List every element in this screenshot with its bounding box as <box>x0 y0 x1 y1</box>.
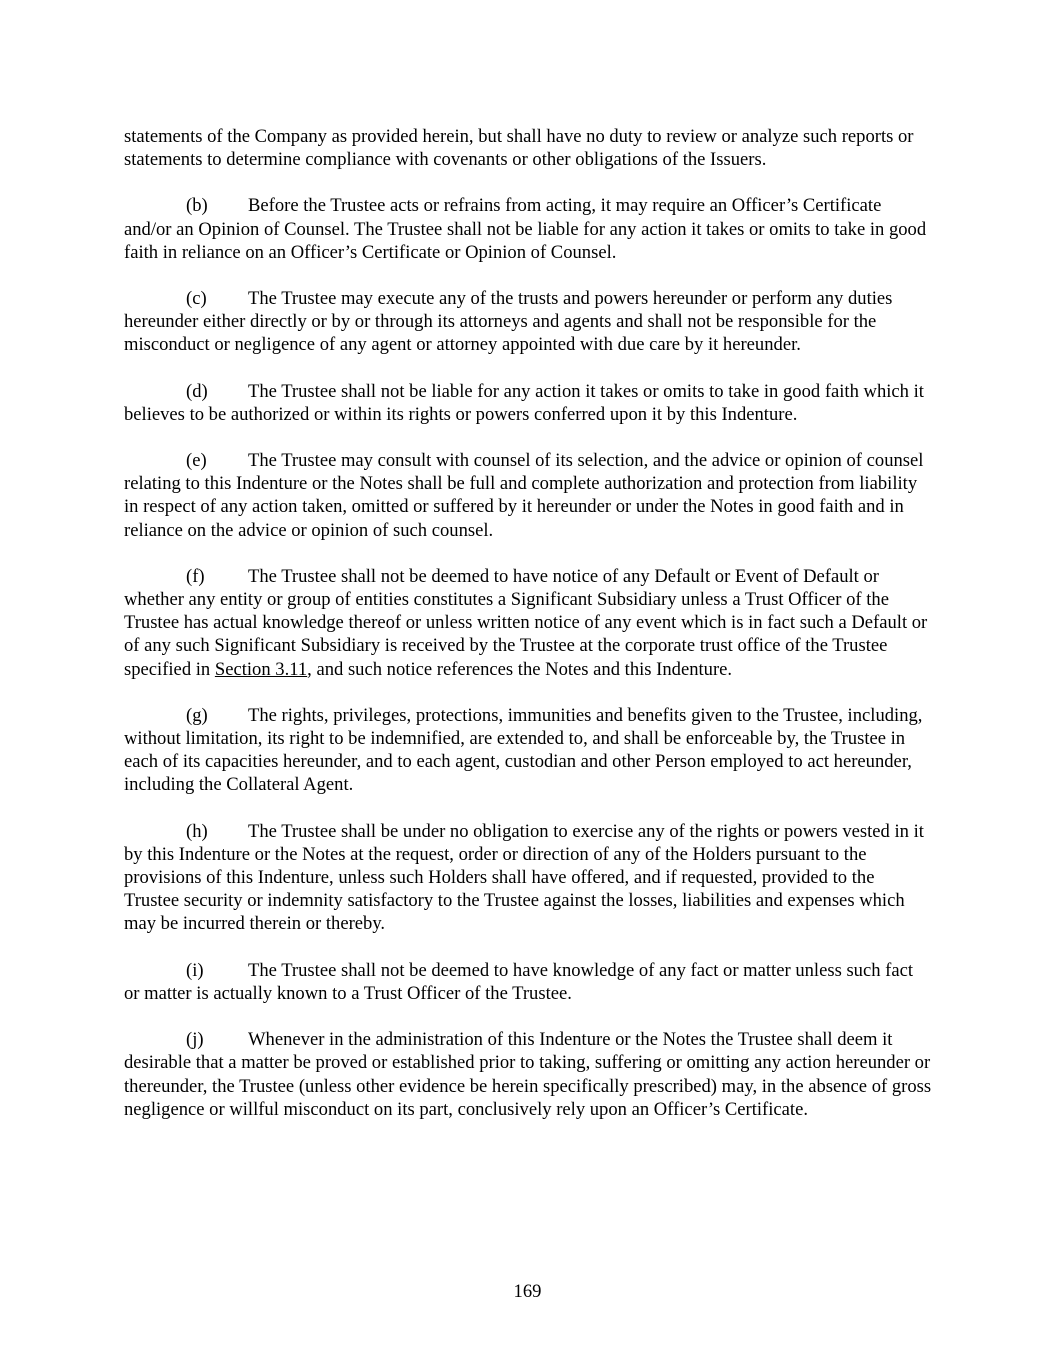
paragraph-text: The Trustee may execute any of the trusts and powers hereunder or perform any duties hereunder either directly or by or through its attorneys and agents and shall not be responsible for the misconduct or negligence of any agent or attorney appointed with due care by it hereunder. <box>124 288 893 356</box>
paragraph-text: The Trustee shall not be deemed to have notice of any Default or Event of Default or whether any entity or group of entities constitutes a Significant Subsidiary unless a Trust Officer of the Trustee has actual knowledge thereof or unless written notice of any event which is in fact such a Default or of any such Significant Subsidiary is received by the Trustee at the corporate trust office of the Trustee specified in <box>124 565 928 680</box>
paragraph-label: (b) <box>186 195 208 217</box>
paragraph-b <box>124 194 932 264</box>
page-number: 169 <box>513 1281 542 1302</box>
paragraph-label: (d) <box>186 380 208 402</box>
paragraph-c <box>124 287 932 357</box>
paragraph-label: (h) <box>186 820 208 842</box>
paragraph-text: Whenever in the administration of this Indenture or the Notes the Trustee shall deem it desirable that a matter be proved or established prior to taking, suffering or omitting any action hereunder or thereunder, the Trustee (unless other evidence be herein specifically prescribed) may, in the absence of gross negligence or willful misconduct on its part, conclusively rely upon an Officer’s Certificate. <box>124 1029 932 1120</box>
paragraph-text-after: , and such notice references the Notes and this Indenture. <box>307 658 733 680</box>
paragraph-text: The Trustee may consult with counsel of its selection, and the advice or opinion of counsel relating to this Indenture or the Notes shall be full and complete authorization and protection from liability in respect of any action taken, omitted or suffered by it hereunder or under the Notes in good faith and in reliance on the advice or opinion of such counsel. <box>124 450 924 541</box>
paragraph-label: (i) <box>186 959 204 981</box>
paragraph-label: (j) <box>186 1029 204 1051</box>
paragraph-i <box>124 959 932 1005</box>
paragraph-g <box>124 704 932 797</box>
paragraph-text: Before the Trustee acts or refrains from acting, it may require an Officer’s Certificate and/or an Opinion of Counsel. The Trustee shall not be liable for any action it takes or omits to take in good faith in reliance on an Officer’s Certificate or Opinion of Counsel. <box>124 195 927 263</box>
paragraph-f <box>124 565 932 681</box>
paragraph-j <box>124 1028 932 1121</box>
paragraph-text: The Trustee shall be under no obligation to exercise any of the rights or powers vested in it by this Indenture or the Notes at the request, order or direction of any of the Holders pursuant to the provisions of this Indenture, unless such Holders shall have offered, and if requested, provided to the Trustee security or indemnity satisfactory to the Trustee against the losses, liabilities and expenses which may be incurred therein or thereby. <box>124 820 924 935</box>
document-body <box>124 125 932 1144</box>
paragraph-d <box>124 380 932 426</box>
paragraph-text: The Trustee shall not be deemed to have knowledge of any fact or matter unless such fact or matter is actually known to a Trust Officer of the Trustee. <box>124 959 914 1004</box>
paragraph-e <box>124 449 932 542</box>
paragraph-text: The rights, privileges, protections, immunities and benefits given to the Trustee, including, without limitation, its right to be indemnified, are extended to, and shall be enforceable by, the Trustee in each of its capacities hereunder, and to each agent, custodian and other Person employed to act hereunder, including the Collateral Agent. <box>124 704 923 796</box>
section-reference-link[interactable]: Section 3.11 <box>214 658 308 680</box>
paragraph-label: (g) <box>186 704 208 726</box>
continuation-paragraph: statements of the Company as provided herein, but shall have no duty to review or analyze such reports or statements to determine compliance with covenants or other obligations of the Issuers. <box>124 126 914 171</box>
paragraph-label: (f) <box>186 565 205 587</box>
paragraph-label: (e) <box>186 450 207 472</box>
paragraph-h <box>124 820 932 936</box>
paragraph-label: (c) <box>186 288 207 310</box>
paragraph-text: The Trustee shall not be liable for any action it takes or omits to take in good faith which it believes to be authorized or within its rights or powers conferred upon it by this Indenture. <box>124 380 924 425</box>
